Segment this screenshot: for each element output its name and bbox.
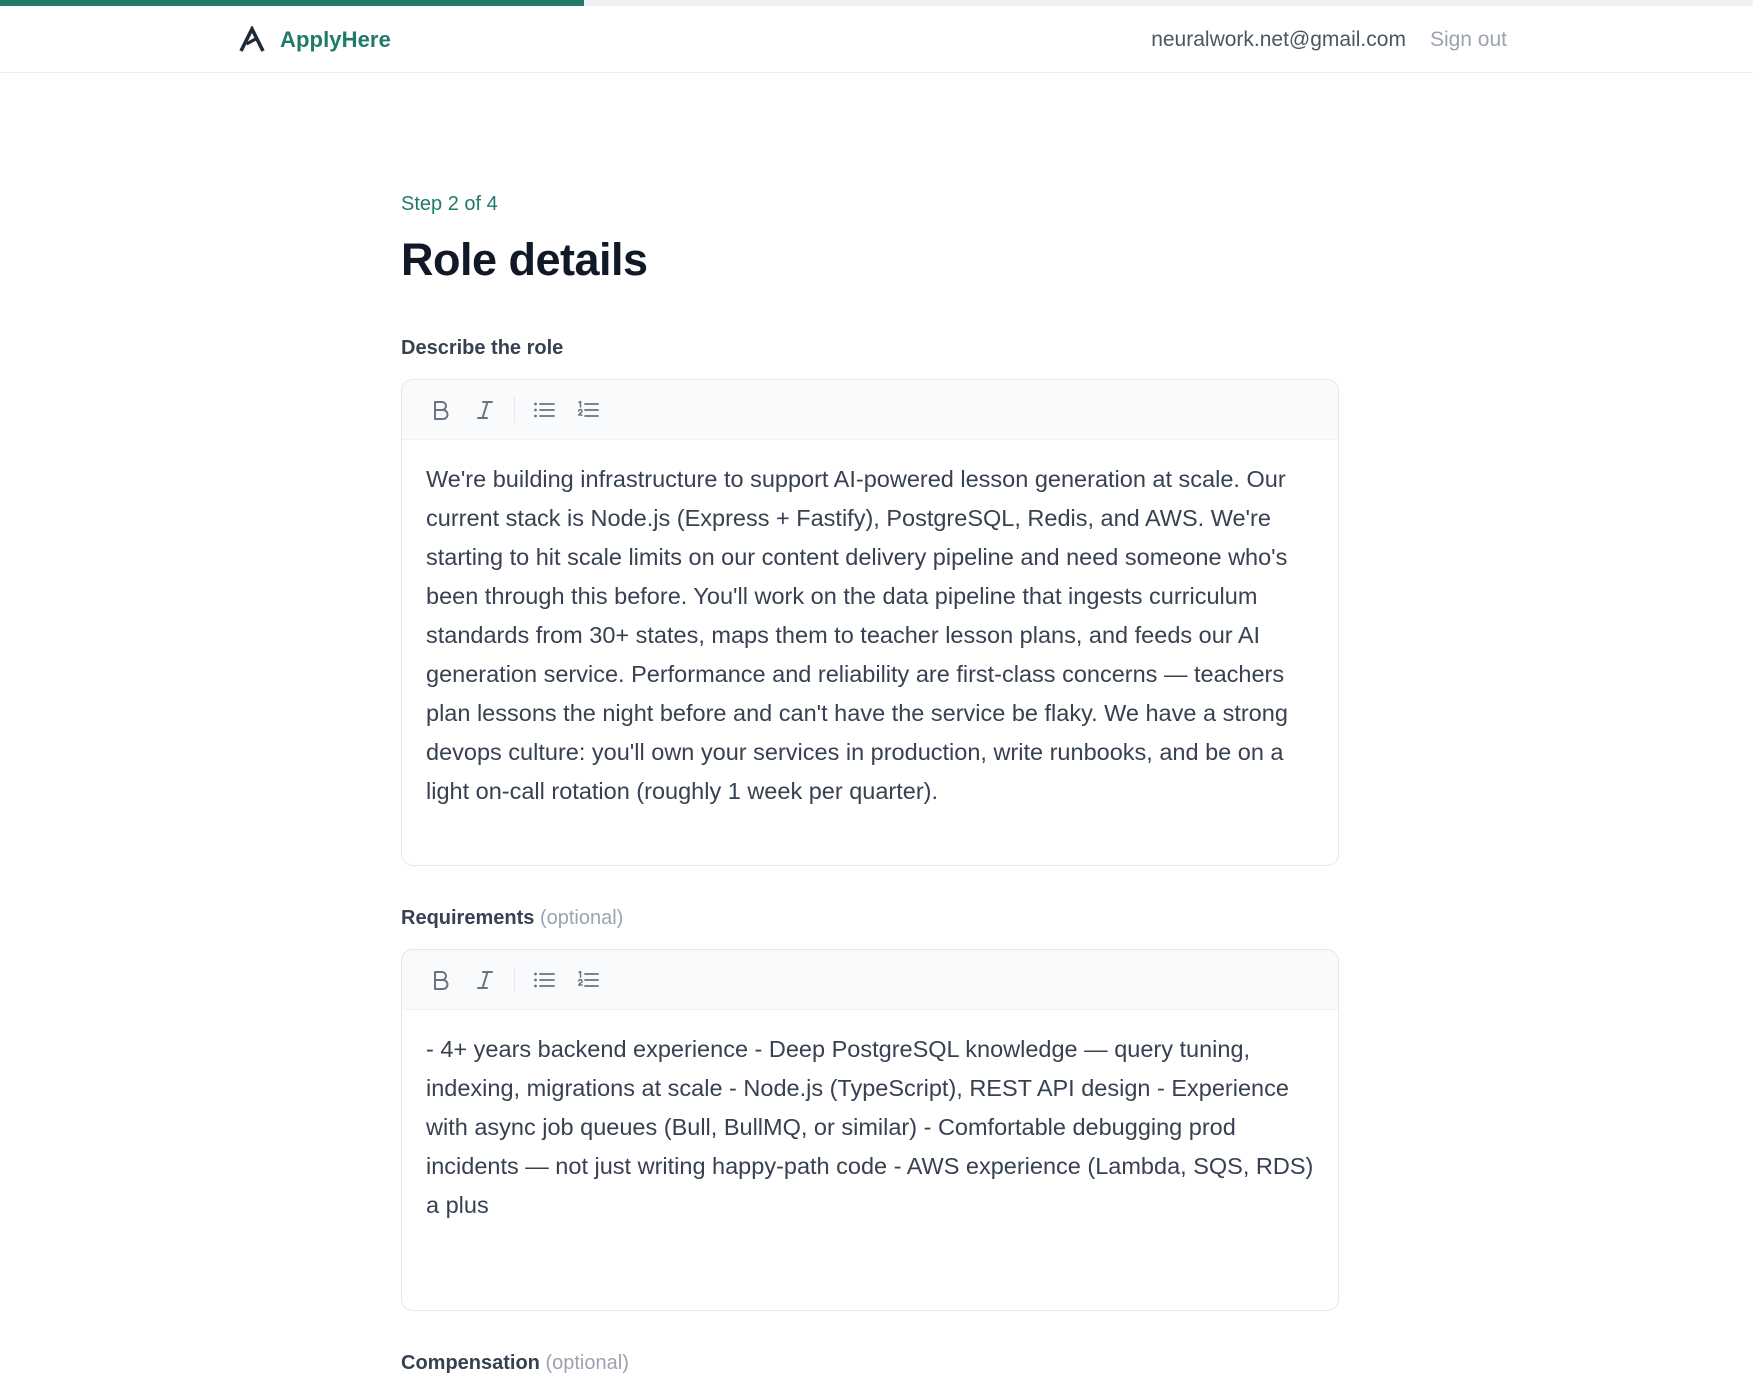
toolbar-divider — [514, 397, 515, 423]
describe-role-textarea[interactable]: We're building infrastructure to support AI-powered lesson generation at scale. Our current stack is Node.js (Express + Fastify), PostgreSQL, Redis, and AWS. We're starting to hit scale limits on our content delivery pipeline and need someone who's been through this before. You'll work on the data pipeline that ingests curriculum standards from 30+ states, maps them to teacher lesson plans, and feeds our AI generation service. Performance and reliability are first-class concerns — teachers plan lessons the night before and can't have the service be flaky. We have a strong devops culture: you'll own your services in production, write runbooks, and be on a light on-call rotation (roughly 1 week per quarter). — [426, 466, 1288, 804]
italic-icon — [476, 970, 494, 990]
describe-role-label — [401, 334, 1341, 362]
italic-icon — [476, 400, 494, 420]
toolbar-divider — [514, 967, 515, 993]
brand-name: ApplyHere — [280, 27, 391, 52]
requirements-label-text: Requirements — [401, 907, 535, 929]
bold-icon — [432, 400, 450, 420]
compensation-optional-text: (optional) — [545, 1352, 629, 1374]
numbered-list-button[interactable] — [571, 393, 605, 427]
bold-button[interactable] — [424, 963, 458, 997]
applyhere-logo-icon — [238, 26, 266, 54]
numbered-list-icon — [577, 400, 599, 420]
bold-icon — [432, 970, 450, 990]
italic-button[interactable] — [468, 963, 502, 997]
describe-role-label-text: Describe the role — [401, 337, 564, 359]
editor-toolbar — [402, 950, 1338, 1010]
requirements-textarea[interactable]: - 4+ years backend experience - Deep PostgreSQL knowledge — query tuning, indexing, migrations at scale - Node.js (TypeScript), REST API design - Experience with async job queues (Bull, BullMQ, or similar) - Comfortable debugging prod incidents — not just writing happy-path code - AWS experience (Lambda, SQS, RDS) a plus — [426, 1036, 1314, 1218]
bullet-list-button[interactable] — [527, 963, 561, 997]
step-indicator: Step 2 of 4 — [401, 193, 498, 215]
italic-button[interactable] — [468, 393, 502, 427]
compensation-label-text: Compensation — [401, 1352, 540, 1374]
bullet-list-icon — [533, 400, 555, 420]
describe-role-editor — [401, 379, 1339, 866]
top-bar — [0, 6, 1753, 73]
bullet-list-button[interactable] — [527, 393, 561, 427]
user-email: neuralwork.net@gmail.com — [1151, 28, 1406, 51]
bullet-list-icon — [533, 970, 555, 990]
bold-button[interactable] — [424, 393, 458, 427]
requirements-label — [401, 904, 1341, 932]
numbered-list-icon — [577, 970, 599, 990]
compensation-label — [401, 1349, 1341, 1377]
brand[interactable] — [238, 22, 391, 58]
editor-toolbar — [402, 380, 1338, 440]
numbered-list-button[interactable] — [571, 963, 605, 997]
main-content — [401, 190, 1341, 1377]
requirements-editor — [401, 949, 1339, 1311]
requirements-optional-text: (optional) — [539, 907, 624, 929]
user-area — [1151, 22, 1507, 58]
page-title: Role details — [401, 234, 648, 285]
sign-out-link[interactable]: Sign out — [1429, 28, 1507, 51]
